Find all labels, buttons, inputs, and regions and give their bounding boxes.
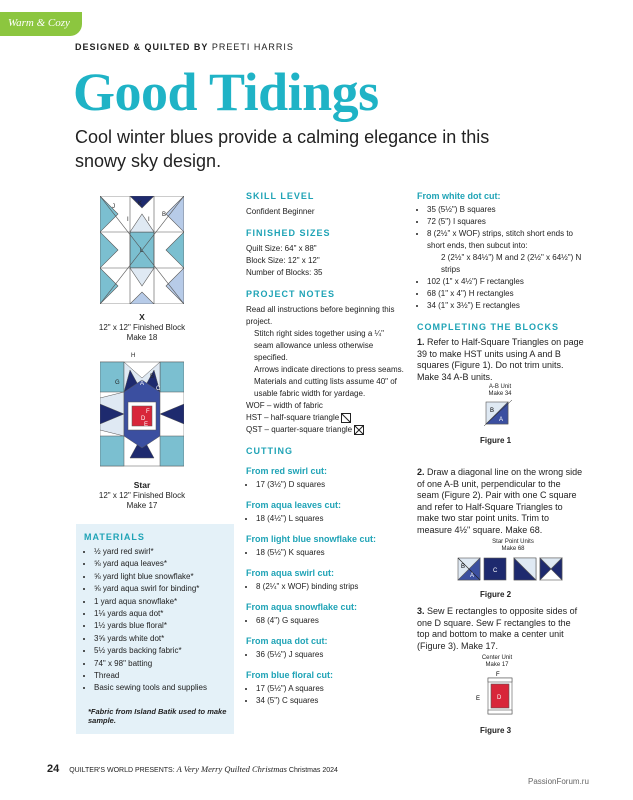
list-item: • 3⅝ yards white dot* [94, 633, 234, 645]
page-footer [47, 763, 338, 775]
column-middle [246, 190, 404, 707]
label-star-e: E [144, 422, 149, 428]
skill-heading: SKILL LEVEL [246, 191, 315, 201]
step-3: 3. Sew E rectangles to opposite sides of one D square. Sew F rectangles to the top and bottom to make a center unit (Figure 3). Make 17. [417, 606, 578, 651]
hst-icon [341, 413, 351, 423]
figure-3-diagram [474, 670, 524, 718]
cut-white-dot: From white dot cut: [417, 191, 501, 201]
list-item: • 36 (5½") J squares [256, 649, 404, 661]
list-item: • 17 (3½") D squares [256, 479, 404, 491]
fig3-label-e: E [476, 696, 481, 702]
label-star-c: C [156, 386, 161, 392]
cutting-heading: CUTTING [246, 446, 293, 456]
list-item: • 72 (5") I squares [427, 216, 585, 228]
fig1-label-a: A [499, 417, 504, 423]
cut-blue-floral: From blue floral cut: [246, 670, 334, 680]
cut-aqua-swirl: From aqua swirl cut: [246, 568, 335, 578]
block-x-diagram [100, 196, 184, 304]
cut-aqua-dot: From aqua dot cut: [246, 636, 328, 646]
step-1: 1. Refer to Half-Square Triangles on page 39 to make HST units using A and B squares (Figure 1). Do not trim units. Make 34 A-B units. [417, 337, 584, 382]
block-star-caption: Star 12" x 12" Finished Block Make 17 [98, 480, 186, 510]
note-p1: Read all instructions before beginning this project. [246, 305, 395, 326]
note-p2: Stitch right sides together using a ¼" seam allowance unless otherwise specified. [254, 329, 385, 362]
list-item: • 8 (2¼" x WOF) binding strips [256, 581, 404, 593]
page-title: Good Tidings [73, 62, 379, 122]
subcut-text: 2 (2½" x 84½") M and 2 (2½" x 64½") N strips [441, 253, 582, 274]
fig3-label-d: D [497, 695, 502, 701]
list-item: • 34 (1" x 3½") E rectangles [427, 300, 585, 312]
label-i: I [127, 217, 129, 223]
label-b: B [162, 212, 167, 218]
list-item: • ⅝ yard light blue snowflake* [94, 571, 234, 583]
publisher: QUILTER'S WORLD PRESENTS: [69, 767, 175, 774]
note-hst: HST – half-square triangle [246, 412, 404, 424]
note-qst: QST – quarter-square triangle [246, 424, 404, 436]
byline-label: DESIGNED & QUILTED BY [75, 42, 209, 52]
block-count: Number of Blocks: 35 [246, 268, 323, 277]
figure-2-caption: Figure 2 [480, 590, 512, 599]
label-l: L [140, 248, 144, 254]
step-2: 2. Draw a diagonal line on the wrong side of one A-B unit, perpendicular to the seam (Figure 2). Pair with one C square and refer to Half-Square Triangles to make two star point units. Trim to measure 4½" square. Make 68. [417, 467, 583, 535]
figure-1-diagram [484, 400, 514, 428]
subtitle: Cool winter blues provide a calming elegance in this snowy sky design. [75, 127, 490, 171]
list-item: • Basic sewing tools and supplies [94, 682, 234, 694]
note-wof: WOF – width of fabric [246, 401, 323, 410]
list-item: • 8 (2½" x WOF) strips, stitch short ends to short ends, then subcut into: 2 (2½" x 84½") M and 2 (2½" x 64½") N strips [427, 228, 585, 276]
list-item: • 68 (4") G squares [256, 615, 404, 627]
materials-list [84, 546, 234, 695]
sizes-heading: FINISHED SIZES [246, 228, 331, 238]
block-size: Block Size: 12" x 12" [246, 256, 320, 265]
book-title: A Very Merry Quilted Christmas [176, 764, 287, 774]
watermark: PassionForum.ru [528, 777, 589, 786]
designer-name: PREETI HARRIS [211, 42, 294, 52]
materials-panel [76, 524, 234, 734]
notes-heading: PROJECT NOTES [246, 289, 336, 299]
fabric-note: *Fabric from Island Batik used to make sample. [88, 707, 227, 725]
note-p4: Materials and cutting lists assume 40" of usable fabric width for yardage. [254, 377, 397, 398]
figure-1: A-B Unit Make 34 [488, 384, 512, 397]
section-tab: Warm & Cozy [0, 12, 82, 36]
page-number: 24 [47, 763, 60, 775]
fig2-label-a: A [470, 573, 475, 579]
cut-light-blue: From light blue snowflake cut: [246, 534, 377, 544]
list-item: • ½ yard red swirl* [94, 546, 234, 558]
label-j: J [112, 204, 115, 210]
cut-red-swirl: From red swirl cut: [246, 466, 328, 476]
label-star-d: D [141, 416, 146, 422]
list-item: • 35 (5½") B squares [427, 204, 585, 216]
list-item: • 34 (5") C squares [256, 695, 404, 707]
list-item: • ⅝ yard aqua leaves* [94, 558, 234, 570]
block-x-caption: X 12" x 12" Finished Block Make 18 [98, 312, 186, 342]
label-star-f: F [146, 409, 150, 415]
block-star-diagram [100, 350, 184, 468]
list-item: • 1⅛ yards aqua dot* [94, 608, 234, 620]
list-item: • 102 (1" x 4½") F rectangles [427, 276, 585, 288]
list-item: • 1 yard aqua snowflake* [94, 596, 234, 608]
list-item: • 18 (4½") L squares [256, 513, 404, 525]
quilt-size: Quilt Size: 64" x 88" [246, 244, 317, 253]
label-h: H [131, 353, 136, 359]
figure-1-caption: Figure 1 [480, 436, 512, 445]
label-star-a: A [140, 381, 145, 387]
label-g: G [115, 380, 120, 386]
fig2-label-c: C [493, 568, 498, 574]
list-item: • ⅝ yard aqua swirl for binding* [94, 583, 234, 595]
figure-2: Star Point Units Make 68 [492, 539, 534, 552]
list-item: • 74" x 98" batting [94, 658, 234, 670]
skill-value: Confident Beginner [246, 207, 315, 216]
list-item: • 1½ yards blue floral* [94, 620, 234, 632]
cut-aqua-leaves: From aqua leaves cut: [246, 500, 342, 510]
fig1-label-b: B [490, 408, 495, 414]
list-item: • 5½ yards backing fabric* [94, 645, 234, 657]
issue: Christmas 2024 [288, 767, 338, 774]
list-item: • 68 (1" x 4") H rectangles [427, 288, 585, 300]
completing-heading: COMPLETING THE BLOCKS [417, 322, 559, 332]
label-i-2: I [148, 217, 150, 223]
label-k: K [138, 201, 143, 207]
list-item: • 18 (5½") K squares [256, 547, 404, 559]
list-item: • 17 (5½") A squares [256, 683, 404, 695]
byline [75, 42, 294, 52]
fig3-label-f: F [496, 672, 500, 678]
fig2-label-b: B [461, 564, 466, 570]
list-item: • Thread [94, 670, 234, 682]
figure-3: Center Unit Make 17 [481, 655, 513, 668]
qst-icon [354, 425, 364, 435]
figure-3-caption: Figure 3 [480, 726, 512, 735]
cut-aqua-snowflake: From aqua snowflake cut: [246, 602, 358, 612]
figure-2-diagram [456, 556, 566, 582]
materials-heading: MATERIALS [84, 532, 145, 542]
label-star-b: B [150, 374, 155, 380]
note-p3: Arrows indicate directions to press seams. [254, 365, 404, 374]
